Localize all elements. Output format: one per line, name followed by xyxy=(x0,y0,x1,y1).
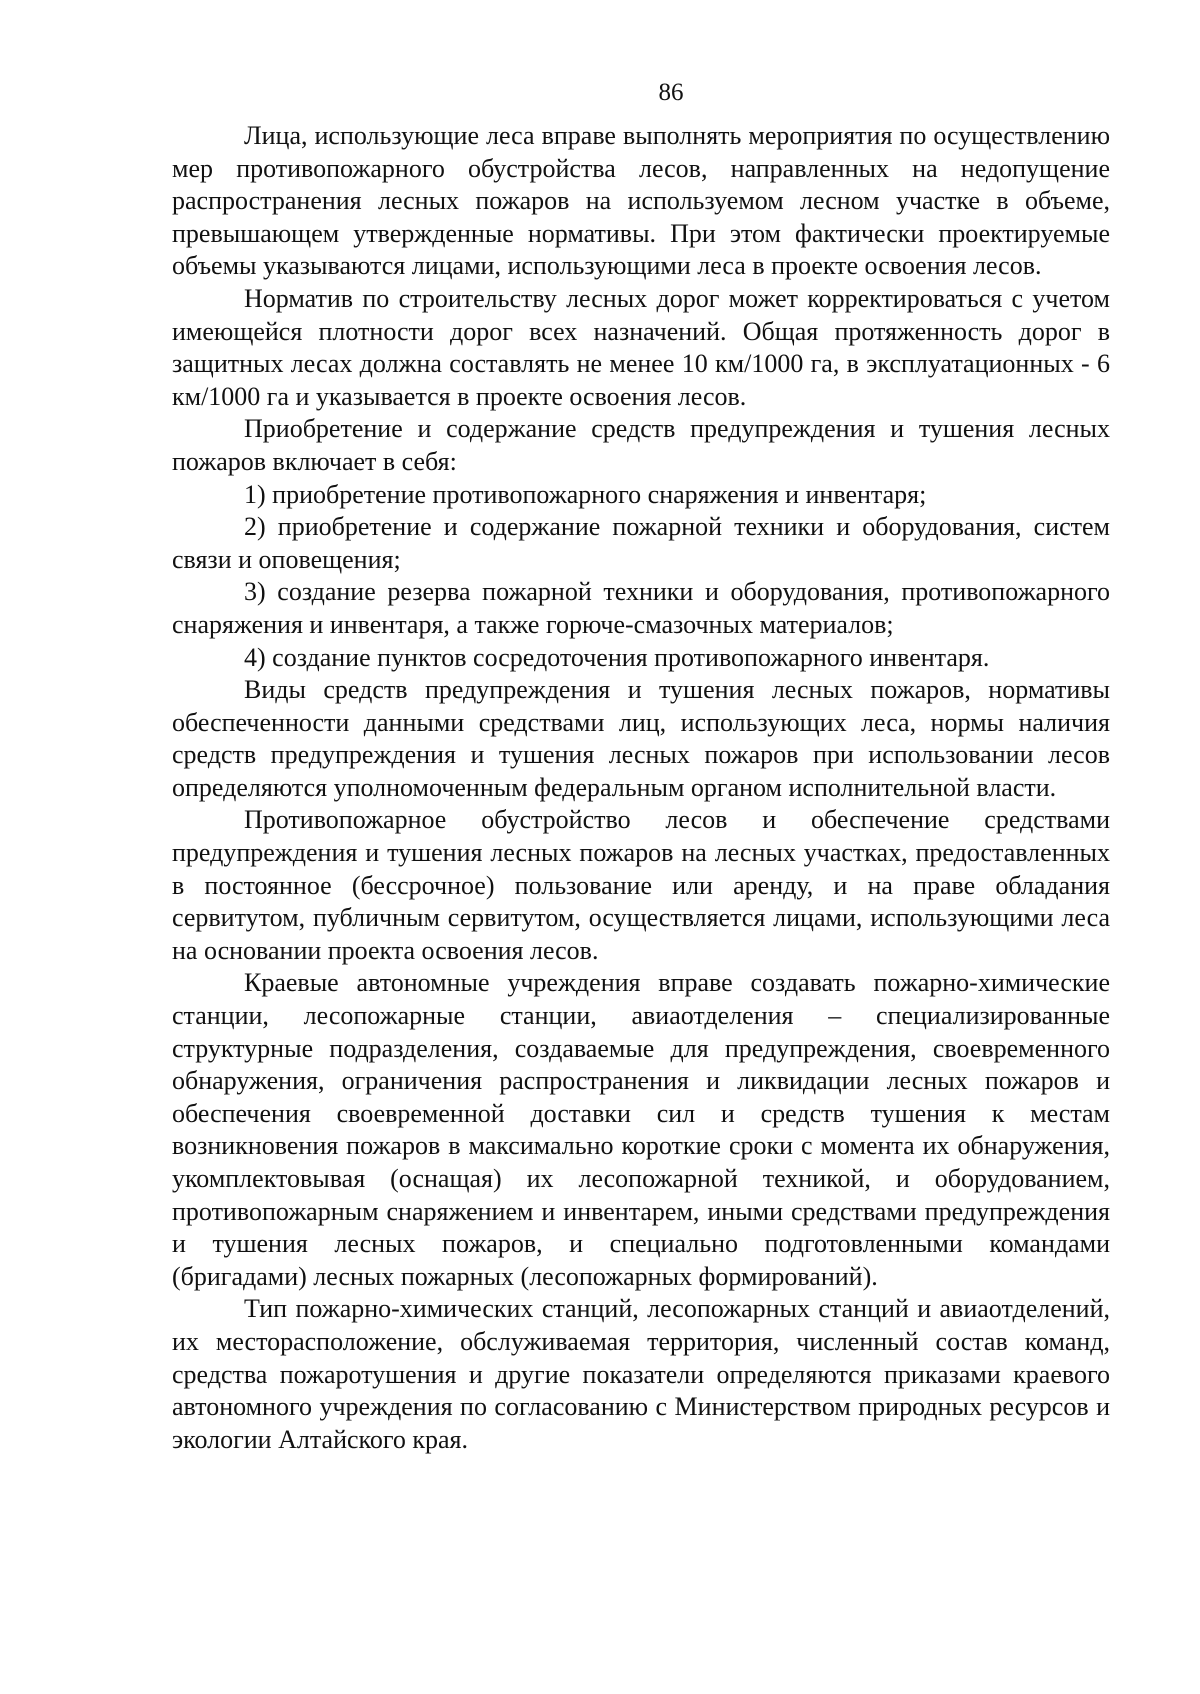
paragraph-fire-equipment-intro: Приобретение и содержание средств предупреждения и тушения лесных пожаров включает в себя: xyxy=(172,414,1110,476)
list-item-1: 1) приобретение противопожарного снаряжения и инвентаря; xyxy=(244,479,927,509)
paragraph-forest-users-fire-measures: Лица, использующие леса вправе выполнять мероприятия по осуществлению мер противопожарного обустройства лесов, направленных на недопущение распространения лесных пожаров на используемом лесном участке в объеме, превышающем утвержденные нормативы. При этом фактически проектируемые объемы указываются лицами, использующими леса в проекте освоения лесов. xyxy=(172,121,1110,281)
page-number: 86 xyxy=(658,79,684,106)
list-item-4: 4) создание пунктов сосредоточения противопожарного инвентаря. xyxy=(244,642,990,672)
paragraph-regional-institutions: Краевые автономные учреждения вправе создавать пожарно-химические станции, лесопожарные станции, авиаотделения – специализированные структурные подразделения, создаваемые для предупреждения, своевременного обнаружения, ограничения распространения и ликвидации лесных пожаров и обеспечения своевременной доставки сил и средств тушения к местам возникновения пожаров в максимально короткие сроки с момента их обнаружения, укомплектовывая (оснащая) их лесопожарной техникой, и оборудованием, противопожарным снаряжением и инвентарем, иными средствами предупреждения и тушения лесных пожаров, и специально подготовленными командами (бригадами) лесных пожарных (лесопожарных формирований). xyxy=(172,968,1110,1291)
paragraph-station-types: Тип пожарно-химических станций, лесопожарных станций и авиаотделений, их месторасположение, обслуживаемая территория, численный состав команд, средства пожаротушения и другие показатели определяются приказами краевого автономного учреждения по согласованию с Министерством природных ресурсов и экологии Алтайского края. xyxy=(172,1294,1110,1454)
paragraph-fire-means-types: Виды средств предупреждения и тушения лесных пожаров, нормативы обеспеченности данными средствами лиц, использующих леса, нормы наличия средств предупреждения и тушения лесных пожаров при использовании лесов определяются уполномоченным федеральным органом исполнительной власти. xyxy=(172,675,1110,802)
list-item-3: 3) создание резерва пожарной техники и оборудования, противопожарного снаряжения и инвентаря, а также горюче-смазочных материалов; xyxy=(172,577,1110,639)
paragraph-forest-roads-standard: Норматив по строительству лесных дорог может корректироваться с учетом имеющейся плотности дорог всех назначений. Общая протяженность дорог в защитных лесах должна составлять не менее 10 км/1000 га, в эксплуатационных - 6 км/1000 га и указывается в проекте освоения лесов. xyxy=(172,283,1110,411)
document-body xyxy=(172,120,1110,1456)
paragraph-fire-protection-arrangement: Противопожарное обустройство лесов и обеспечение средствами предупреждения и тушения лесных пожаров на лесных участках, предоставленных в постоянное (бессрочное) пользование или аренду, и на праве обладания сервитутом, публичным сервитутом, осуществляется лицами, использующими леса на основании проекта освоения лесов. xyxy=(172,805,1110,965)
list-item-2: 2) приобретение и содержание пожарной техники и оборудования, систем связи и оповещения; xyxy=(172,512,1110,574)
